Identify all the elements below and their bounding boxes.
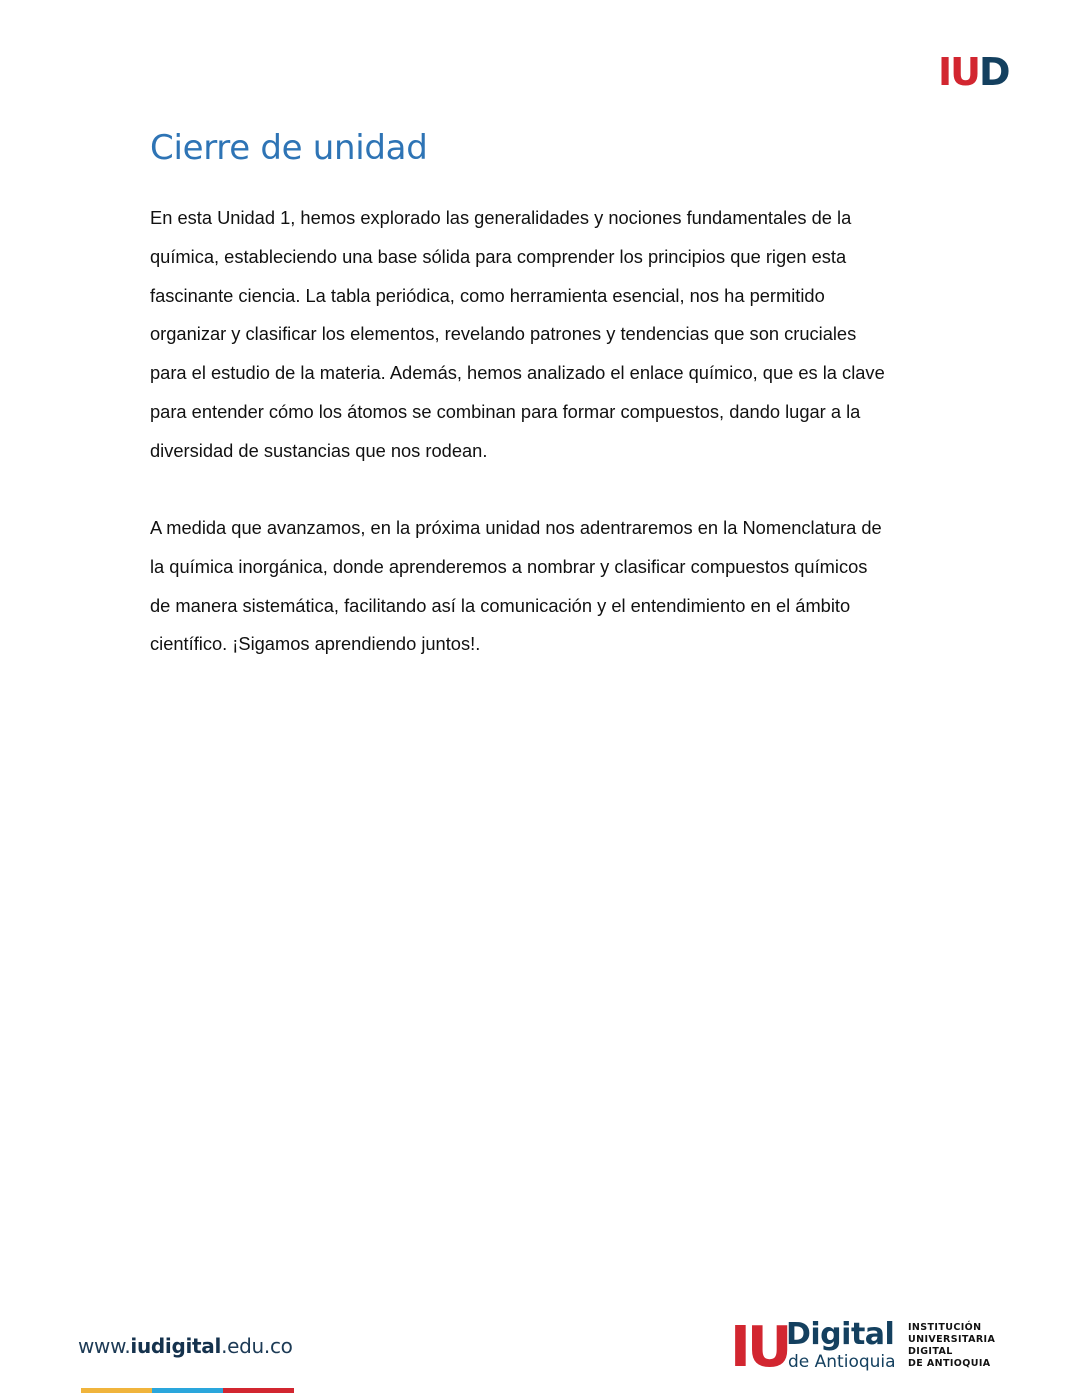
logo-de-antioquia-text: de Antioquia: [788, 1352, 896, 1372]
paragraph-line: fascinante ciencia. La tabla periódica, como herramienta esencial, nos ha permitido: [150, 284, 825, 306]
page-title: Cierre de unidad: [150, 128, 428, 168]
logo-letter-d: D: [979, 50, 1009, 94]
institution-line: DE ANTIOQUIA: [908, 1358, 991, 1369]
logo-letter-u: U: [950, 50, 979, 94]
paragraph-line: química, estableciendo una base sólida para comprender los principios que rigen esta: [150, 245, 847, 267]
logo-digital-text: Digital: [786, 1317, 895, 1352]
iudigital-footer-logo: [730, 1315, 1010, 1380]
bar-segment-red: [223, 1388, 294, 1393]
paragraph-line: la química inorgánica, donde aprenderemos a nombrar y clasificar compuestos químicos: [150, 555, 868, 577]
iud-header-logo: [938, 52, 1009, 92]
paragraph-line: para el estudio de la materia. Además, hemos analizado el enlace químico, que es la clave: [150, 362, 885, 384]
logo-iu-mark: IU: [730, 1315, 789, 1380]
logo-letter-i: I: [938, 50, 951, 94]
paragraph-next-unit: [150, 509, 940, 664]
paragraph-line: de manera sistemática, facilitando así la comunicación y el entendimiento en el ámbito: [150, 594, 851, 616]
institution-line: INSTITUCIÓN: [908, 1322, 982, 1333]
bar-segment-blue: [152, 1388, 223, 1393]
institution-name: [908, 1322, 995, 1370]
paragraph-summary: [150, 199, 940, 471]
paragraph-line: En esta Unidad 1, hemos explorado las generalidades y nociones fundamentales de la: [150, 207, 852, 228]
paragraph-line: para entender cómo los átomos se combinan para formar compuestos, dando lugar a la: [150, 400, 861, 422]
paragraph-line: diversidad de sustancias que nos rodean.: [150, 439, 488, 461]
footer-website-link[interactable]: [78, 1334, 293, 1358]
url-suffix: .edu.co: [221, 1334, 293, 1358]
paragraph-line: A medida que avanzamos, en la próxima unidad nos adentraremos en la Nomenclatura de: [150, 517, 882, 538]
institution-line: UNIVERSITARIA: [908, 1334, 996, 1345]
bar-segment-yellow: [81, 1388, 152, 1393]
url-prefix: www.: [78, 1334, 131, 1358]
url-domain: iudigital: [130, 1334, 222, 1358]
paragraph-line: científico. ¡Sigamos aprendiendo juntos!.: [150, 633, 481, 655]
institution-line: DIGITAL: [908, 1346, 953, 1357]
footer-color-bar: [81, 1388, 294, 1393]
paragraph-line: organizar y clasificar los elementos, revelando patrones y tendencias que son cruciales: [150, 323, 857, 345]
